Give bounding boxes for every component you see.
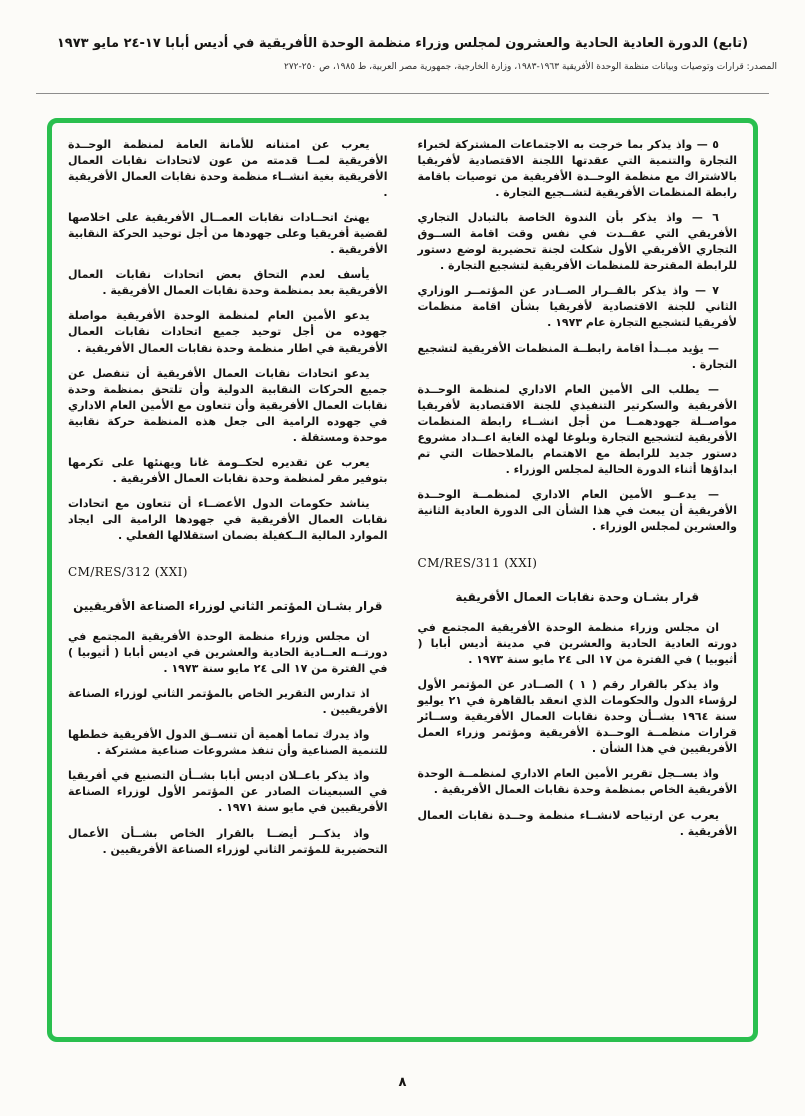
paragraph: ٦ — واذ يذكر بأن الندوة الخاصة بالتبادل التجاري الأفريقي التي عقــدت في نفس وقت اقامة الســوق التجاري الأفريقي الأول شكلت لجنة تحضيرية لوضع دستور للرابطة المقترحة للمنظمات الأفريقية لتشجيع التجارة . xyxy=(417,211,737,273)
page-title: (تابع) الدورة العادية الحادية والعشرون لمجلس وزراء منظمة الوحدة الأفريقية في أديس أبابا ١٧-٢٤ مايو ١٩٧٣ xyxy=(56,36,749,51)
paragraph: ٥ — واذ يذكر بما خرجت به الاجتماعات المشتركة لخبراء التجارة والتنمية التي عقدتها اللجنة الاقتصادية لأفريقيا بالاشتراك مع منظمة الوحــدة الأفريقية من توصيات باقامة رابطة المنظمات الأفريقية لتشــجيع التجارة . xyxy=(417,138,737,200)
content-frame xyxy=(47,118,758,1042)
two-column-layout xyxy=(68,137,737,1023)
page-number: ٨ xyxy=(398,1075,407,1090)
paragraph: واذ يدرك تماما أهمية أن تنســق الدول الأفريقية خططها للتنمية الصناعية وأن تنفذ مشروعات صناعية مشتركة . xyxy=(68,728,388,758)
paragraph: يهنئ اتحــادات نقابات العمــال الأفريقية على اخلاصها لقضية أفريقيا وعلى جهودها من أجل توحيد الحركة النقابية الأفريقية . xyxy=(68,211,388,257)
paragraph: واذ يذكر بالقرار رقم ( ١ ) الصــادر عن المؤتمر الأول لرؤساء الدول والحكومات الذي انعقد بالقاهرة في ٢١ يوليو سنة ١٩٦٤ بشــأن وحدة نقابات العمال الأفريقية وســائر قرارات منظمــة الوحــدة الأفريقية ومؤتمر وزراء العمل الأفريقيين في هذا الشأن . xyxy=(417,678,738,756)
paragraph: واذ يســجل تقرير الأمين العام الاداري لمنظمــة الوحدة الأفريقية الخاص بمنظمة وحدة نقابات العمال الأفريقية . xyxy=(417,767,737,797)
paragraph: — يؤيد مبــدأ اقامة رابطــة المنظمات الأفريقية لتشجيع التجارة . xyxy=(417,341,737,371)
resolution-title: قرار بشـان وحدة نقابات العمال الأفريقية xyxy=(455,589,700,604)
resolution-code: CM/RES/312 (XXI) xyxy=(68,565,188,580)
paragraph: يعرب عن امتنانه للأمانة العامة لمنظمة الوحــدة الأفريقية لمــا قدمته من عون لاتحادات نقابات العمال الأفريقية بغية انشــاء منظمة وحدة نقابات العمال الأفريقية . xyxy=(68,138,388,200)
paragraph: يدعو الأمين العام لمنظمة الوحدة الأفريقية مواصلة جهوده من أجل توحيد جميع اتحادات نقابات العمال الأفريقية في اطار منظمة وحدة نقابات العمال الأفريقية . xyxy=(68,309,388,355)
source-line: المصدر: قرارات وتوصيات وبيانات منظمة الوحدة الأفريقية ١٩٦٣-١٩٨٣، وزارة الخارجية، جمهورية مصر العربية، ط ١٩٨٥، ص ٢٥٠-٢٧٢ xyxy=(284,62,777,72)
paragraph: واذ يذكــر أيضــا بالقرار الخاص بشــأن الأعمال التحضيرية للمؤتمر الثاني لوزراء الصناعة الأفريقيين . xyxy=(68,826,388,856)
paragraph: — يطلب الى الأمين العام الاداري لمنظمة الوحــدة الأفريقية والسكرتير التنفيذي للجنة الاقتصادية لأفريقيا مواصــلة جهودهمــا من أجل انشــاء رابطة المنظمات الأفريقية لتشجيع التجارة وبلوغا لهذه الغاية اعــداد مشروع دستور جديد للرابطة مع الاهتمام بالملاحظات التي تم ابداؤها أثناء الدورة الحالية لمجلس الوزراء . xyxy=(417,382,737,476)
paragraph: ٧ — واذ يذكر بالقــرار الصــادر عن المؤتمــر الوزاري الثاني للجنة الاقتصادية لأفريقيا بشأن اقامة منظمات لأفريقيا لتشجيع التجارة عام ١٩٧٣ . xyxy=(417,284,737,330)
paragraph: اذ تدارس التقرير الخاص بالمؤتمر الثاني لوزراء الصناعة الأفريقيين . xyxy=(68,687,388,717)
header-divider xyxy=(36,93,769,94)
column-right xyxy=(418,137,738,1023)
paragraph: يناشد حكومات الدول الأعضــاء أن تتعاون مع اتحادات نقابات العمال الأفريقية في جهودها الرامية الى ايجاد الموارد المالية الــكفيلة بضمان استقلالها الفعلي . xyxy=(68,496,388,542)
paragraph: يأسف لعدم التحاق بعض اتحادات نقابات العمال الأفريقية بعد بمنظمة وحدة نقابات العمال الأفريقية . xyxy=(68,268,388,298)
paragraph: ان مجلس وزراء منظمة الوحدة الأفريقية المجتمع في دورته العادية الحادية والعشرين في مدينة أديس أبابا ( أثيوبيا ) في الفترة من ١٧ الى ٢٤ مايو سنة ١٩٧٣ . xyxy=(417,621,737,667)
paragraph: يعرب عن ارتياحه لانشــاء منظمة وحــدة نقابات العمال الأفريقية . xyxy=(417,808,737,838)
paragraph: ان مجلس وزراء منظمة الوحدة الأفريقية المجتمع في دورتــه العــادية الحادية والعشرين في اديس أبابا ( أثيوبيا ) في الفترة من ١٧ الى ٢٤ مايو سنة ١٩٧٣ . xyxy=(68,630,388,676)
paragraph: يعرب عن تقديره لحكــومة غانا ويهنئها على تكرمها بتوفير مقر لمنظمة وحدة نقابات العمال الأفريقية . xyxy=(68,455,388,485)
paragraph: واذ يذكر باعــلان اديس أبابا بشــأن التصنيع في أفريقيا في السبعينات الصادر عن المؤتمر الأول لوزراء الصناعة الأفريقيين في مايو سنة ١٩٧١ . xyxy=(68,769,388,815)
paragraph: يدعو اتحادات نقابات العمال الأفريقية أن تنفصل عن جميع الحركات النقابية الدولية وأن تلتحق بمنظمة وحدة نقابات العمال الأفريقية وأن تتعاون مع الأمين العام الاداري في جهوده الرامية الى جعل هذه المنظمة حركة نقابية موحدة ومستقلة . xyxy=(68,366,388,444)
page-header xyxy=(28,36,777,72)
column-left xyxy=(68,137,388,1023)
resolution-title: قرار بشـان المؤتمر الثاني لوزراء الصناعة الأفريقيين xyxy=(73,598,383,613)
paragraph: — يدعــو الأمين العام الاداري لمنظمــة الوحــدة الأفريقية أن يبعث في هذا الشأن الى الدورة العادية الثانية والعشرين لمجلس الوزراء . xyxy=(417,487,737,533)
resolution-code: CM/RES/311 (XXI) xyxy=(417,556,538,571)
